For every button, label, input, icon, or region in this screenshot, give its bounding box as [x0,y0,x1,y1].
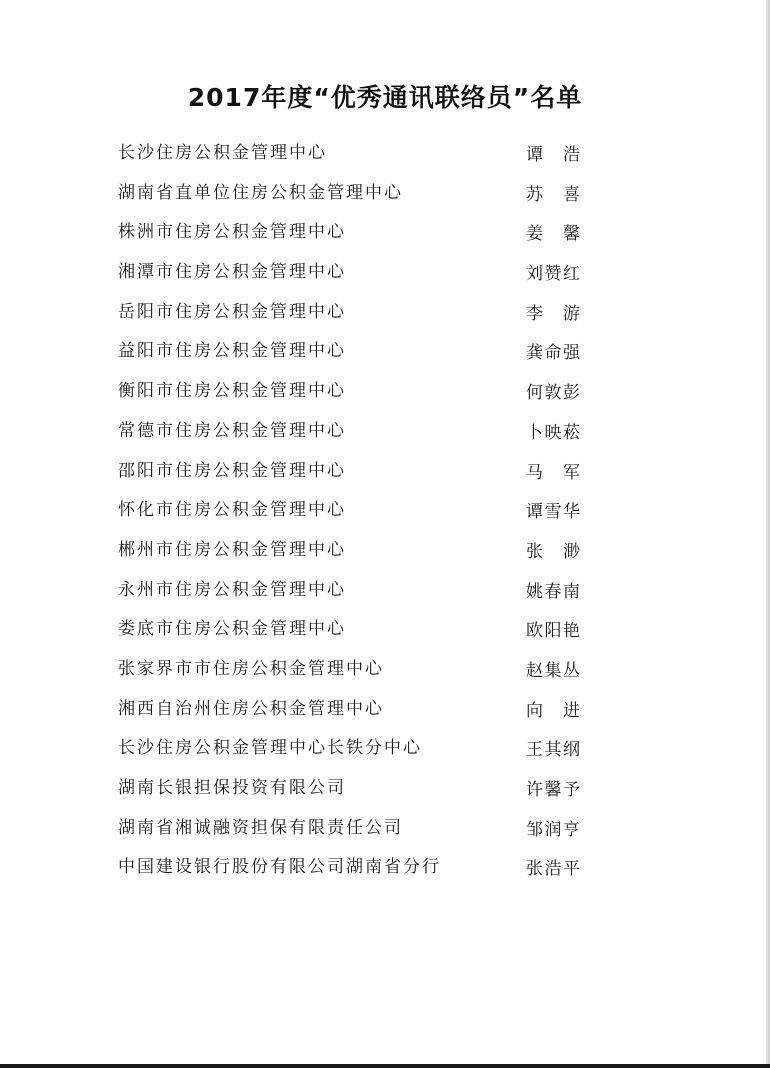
entry-person-name: 赵集丛 [526,660,580,681]
entry-person-name: 姚春南 [526,581,580,602]
entry-organization: 怀化市住房公积金管理中心 [118,500,346,521]
entry-organization: 娄底市住房公积金管理中心 [118,619,346,640]
list-item [118,339,598,379]
list-item [118,498,598,538]
entry-person-name: 谭雪华 [526,502,580,523]
entry-person-name: 邹润亨 [526,819,580,840]
entry-organization: 衡阳市住房公积金管理中心 [118,381,346,402]
entry-organization: 岳阳市住房公积金管理中心 [118,301,346,322]
list-item [118,260,598,300]
list-item [118,220,598,260]
entry-organization: 中国建设银行股份有限公司湖南省分行 [118,857,441,878]
entry-person-name: 王其纲 [526,740,580,761]
scan-bottom-edge [0,1064,770,1068]
list-item [118,816,598,856]
list-item [118,300,598,340]
entry-organization: 湘潭市住房公积金管理中心 [118,262,346,283]
list-item [118,855,598,895]
list-item [118,459,598,499]
list-item [118,697,598,737]
entry-list [118,141,598,895]
entry-organization: 湖南省直单位住房公积金管理中心 [118,182,403,203]
entry-person-name: 欧阳艳 [526,621,580,642]
entry-organization: 益阳市住房公积金管理中心 [118,341,346,362]
entry-person-name: 张浩平 [526,859,580,880]
entry-organization: 永州市住房公积金管理中心 [118,579,346,600]
entry-person-name: 谭浩 [526,145,580,165]
list-item [118,578,598,618]
entry-person-name: 何敦彭 [526,383,580,404]
list-item [118,419,598,459]
entry-organization: 长沙住房公积金管理中心 [118,143,327,163]
entry-person-name: 卜映菘 [526,422,580,443]
entry-organization: 常德市住房公积金管理中心 [118,420,346,441]
entry-organization: 湖南长银担保投资有限公司 [118,778,346,798]
entry-organization: 邵阳市住房公积金管理中心 [118,460,346,481]
entry-organization: 长沙住房公积金管理中心长铁分中心 [118,738,422,759]
list-item [118,181,598,221]
entry-person-name: 向进 [526,700,580,721]
list-item [118,776,598,816]
list-item [118,736,598,776]
list-item [118,141,598,181]
entry-organization: 株洲市住房公积金管理中心 [118,222,346,243]
entry-organization: 张家界市市住房公积金管理中心 [118,658,384,679]
entry-organization: 郴州市住房公积金管理中心 [118,539,346,560]
entry-person-name: 张渺 [526,541,580,562]
entry-organization: 湘西自治州住房公积金管理中心 [118,698,384,719]
entry-person-name: 姜馨 [526,224,580,245]
list-item [118,657,598,697]
document-title: 2017年度“优秀通讯联络员”名单 [187,83,583,112]
scan-right-edge [766,0,770,1068]
entry-person-name: 刘赞红 [526,264,580,285]
entry-person-name: 苏喜 [526,184,580,205]
list-item [118,379,598,419]
list-item [118,538,598,578]
entry-person-name: 龚命强 [526,343,580,364]
entry-person-name: 马军 [526,462,580,483]
list-item [118,617,598,657]
entry-person-name: 许馨予 [526,780,580,800]
entry-organization: 湖南省湘诚融资担保有限责任公司 [118,817,403,838]
entry-person-name: 李游 [526,303,580,324]
